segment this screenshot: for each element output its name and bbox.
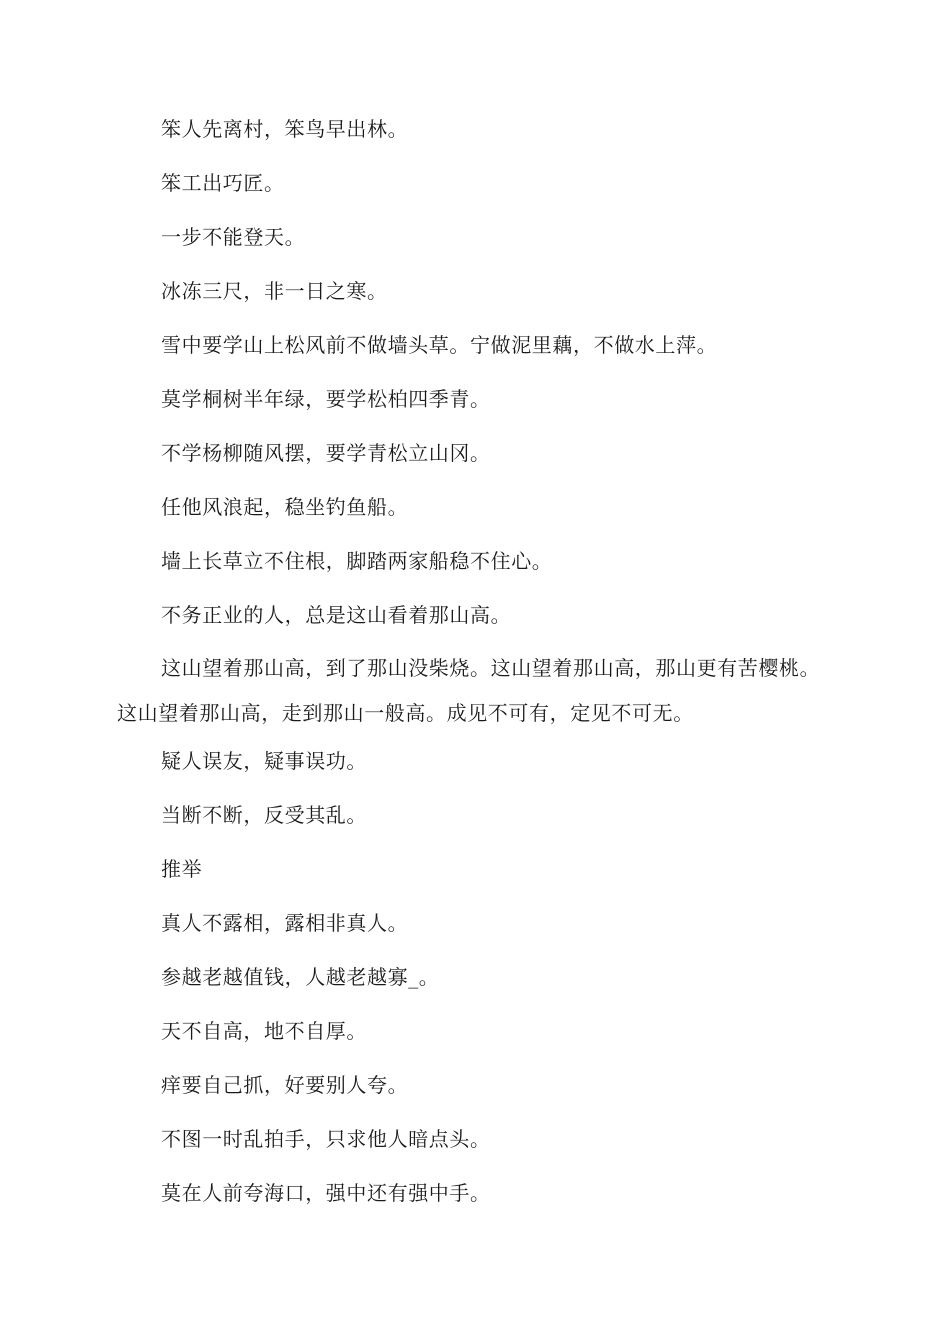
paragraph-11: 这山望着那山高，到了那山没柴烧。这山望着那山高，那山更有苦樱桃。这山望着那山高，走到那山一般高。成见不可有，定见不可无。 <box>117 656 821 725</box>
paragraph-12: 疑人误友，疑事误功。 <box>161 749 367 773</box>
paragraph-13: 当断不断，反受其乱。 <box>161 803 367 827</box>
paragraph-9: 墙上长草立不住根，脚踏两家船稳不住心。 <box>161 549 553 573</box>
paragraph-18: 痒要自己抓，好要别人夸。 <box>161 1073 409 1097</box>
paragraph-4: 冰冻三尺，非一日之寒。 <box>161 279 388 303</box>
paragraph-20: 莫在人前夸海口，强中还有强中手。 <box>161 1181 491 1205</box>
document-body <box>117 106 833 1224</box>
paragraph-10: 不务正业的人，总是这山看着那山高。 <box>161 603 512 627</box>
paragraph-6: 莫学桐树半年绿，要学松柏四季青。 <box>161 387 491 411</box>
section-heading: 推举 <box>161 857 203 881</box>
paragraph-5: 雪中要学山上松风前不做墙头草。宁做泥里藕，不做水上萍。 <box>161 333 718 357</box>
paragraph-8: 任他风浪起，稳坐钓鱼船。 <box>161 495 409 519</box>
paragraph-1: 笨人先离村，笨鸟早出林。 <box>161 117 409 141</box>
paragraph-3: 一步不能登天。 <box>161 225 306 249</box>
paragraph-19: 不图一时乱拍手，只求他人暗点头。 <box>161 1127 491 1151</box>
paragraph-2: 笨工出巧匠。 <box>161 171 285 195</box>
paragraph-7: 不学杨柳随风摆，要学青松立山冈。 <box>161 441 491 465</box>
paragraph-16: 参越老越值钱，人越老越寡_。 <box>161 965 440 989</box>
paragraph-17: 天不自高，地不自厚。 <box>161 1019 367 1043</box>
paragraph-15: 真人不露相，露相非真人。 <box>161 911 409 935</box>
